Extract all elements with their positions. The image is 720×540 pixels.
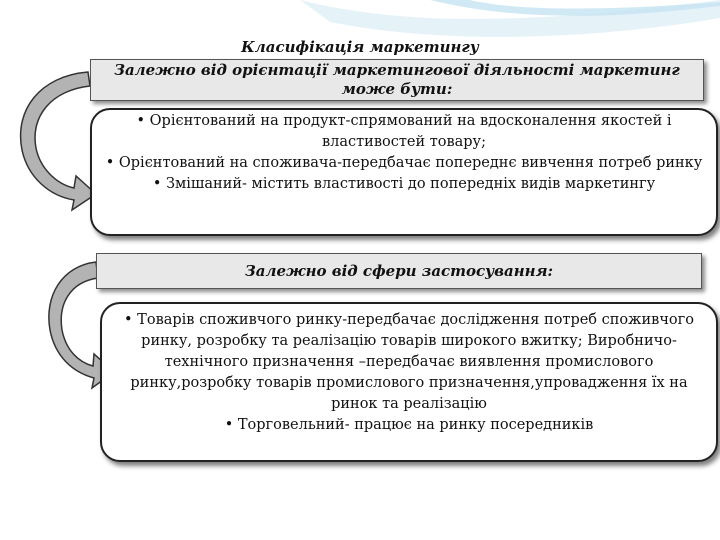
section1-box xyxy=(90,108,718,236)
section1-item: • Орієнтований на споживача-передбачає попереднє вивчення потреб ринку xyxy=(105,155,703,171)
section1-header: Залежно від орієнтації маркетингової діяльності маркетинг може бути: xyxy=(90,59,704,101)
section2-item: • Торговельний- працює на ринку посередників xyxy=(224,417,594,433)
curved-arrow-1-icon xyxy=(21,72,96,210)
section1-item: • Змішаний- містить властивості до попередніх видів маркетингу xyxy=(152,176,656,192)
section1-item: • Орієнтований на продукт-спрямований на вдосконалення якостей і властивостей товару; xyxy=(136,113,672,150)
top-swoosh xyxy=(300,0,720,37)
page-title: Класифікація маркетингу xyxy=(241,38,479,56)
section2-box xyxy=(100,302,718,462)
section2-header: Залежно від сфери застосування: xyxy=(96,253,702,289)
section2-item: • Товарів споживчого ринку-передбачає дослідження потреб споживчого ринку, розробку та реалізацію товарів широкого вжитку; Виробничо-технічного призначення –передбачає виявлення промислового ринку,розробку товарів промислового призначення,упровадження їх на ринок та реалізацію xyxy=(124,312,694,412)
